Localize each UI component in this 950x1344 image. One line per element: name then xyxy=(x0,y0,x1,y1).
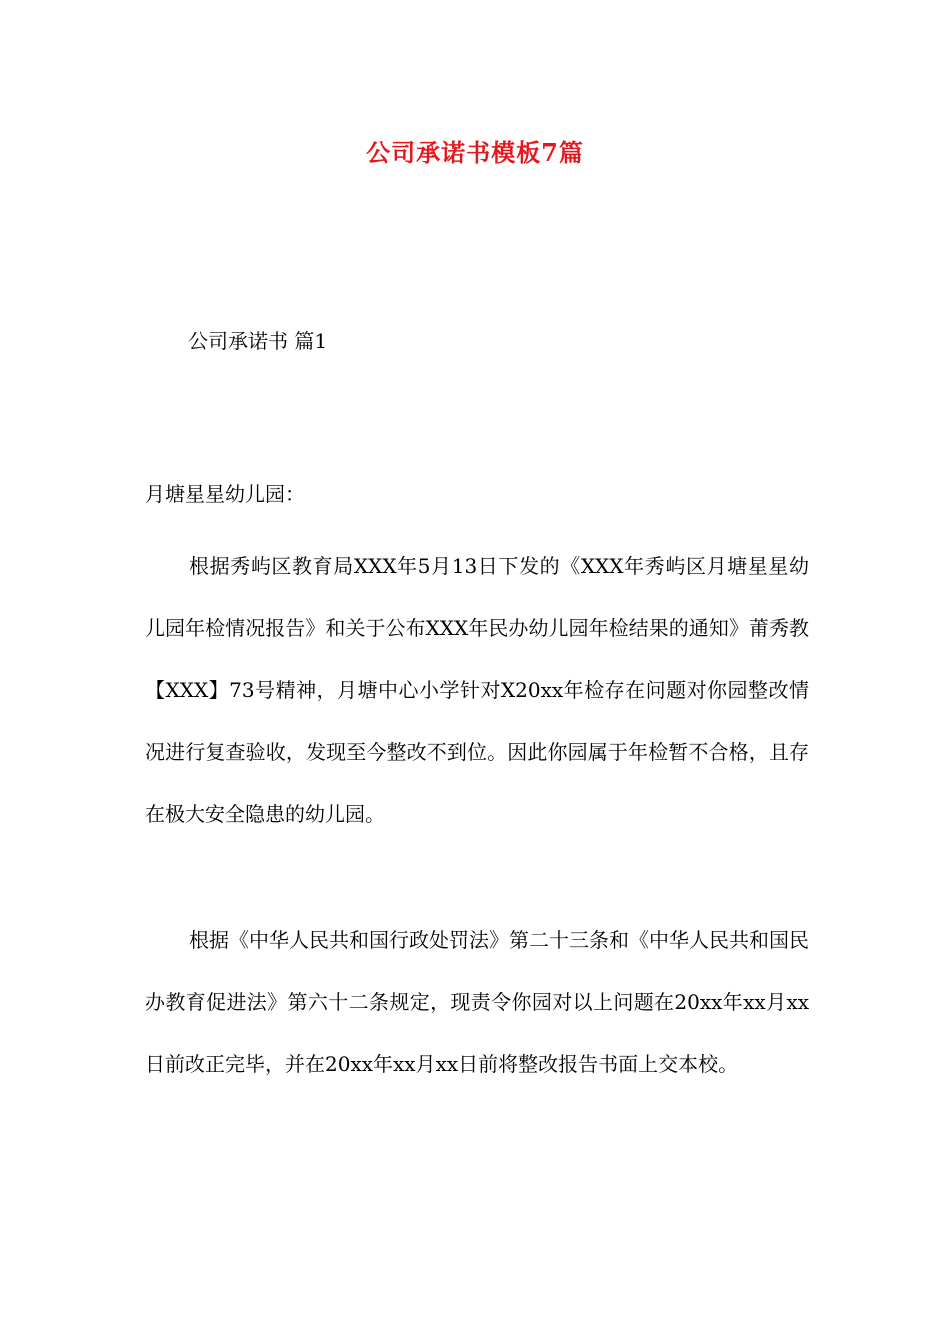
salutation: 月塘星星幼儿园： xyxy=(145,482,305,506)
document-title: 公司承诺书模板7篇 xyxy=(366,138,584,167)
body-paragraph-2: 根据《中华人民共和国行政处罚法》第二十三条和《中华人民共和国民办教育促进法》第六十二条规定，现责令你园对以上问题在20xx年xx月xx日前改正完毕，并在20xx年xx月xx日前将整改报告书面上交本校。 xyxy=(145,928,809,1076)
section-heading: 公司承诺书 篇1 xyxy=(188,329,328,353)
body-paragraph-1: 根据秀屿区教育局XXX年5月13日下发的《XXX年秀屿区月塘星星幼儿园年检情况报告》和关于公布XXX年民办幼儿园年检结果的通知》莆秀教【XXX】73号精神，月塘中心小学针对X20xx年检存在问题对你园整改情况进行复查验收，发现至今整改不到位。因此你园属于年检暂不合格，且存在极大安全隐患的幼儿园。 xyxy=(145,554,809,826)
